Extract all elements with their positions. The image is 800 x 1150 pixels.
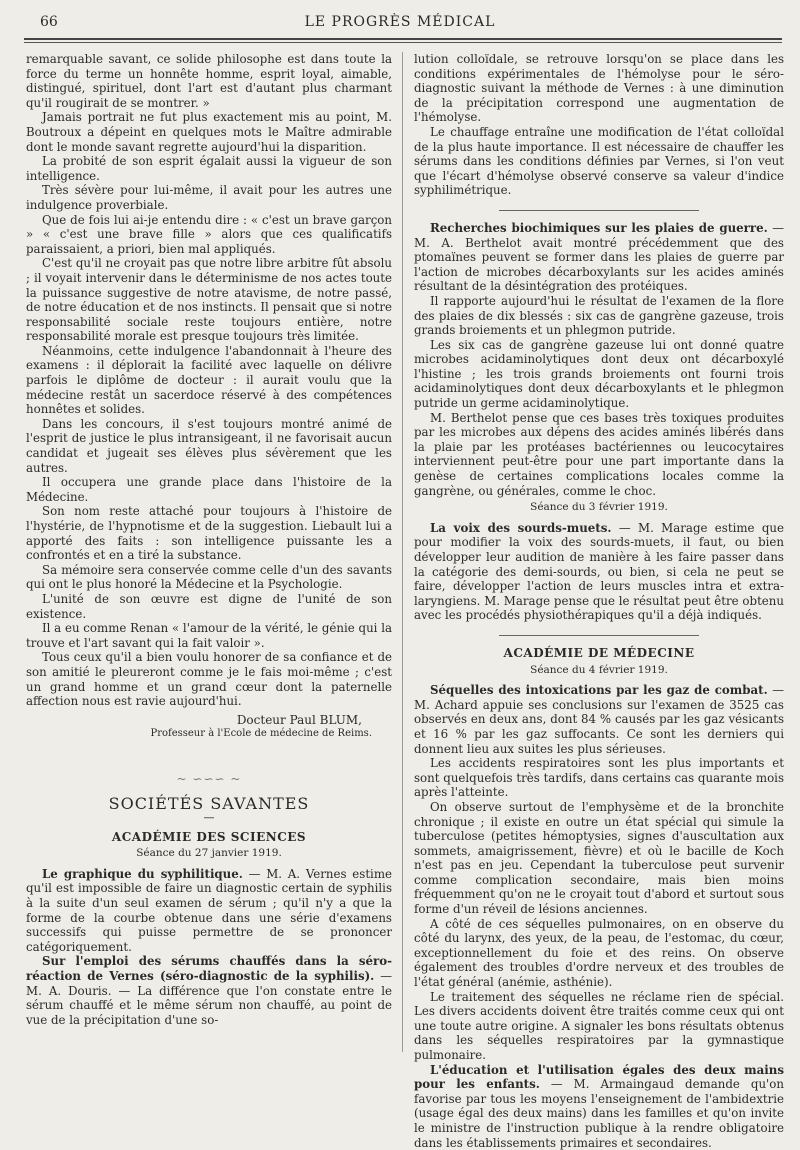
- paragraph: Les accidents respiratoires sont les plus importants et sont quelquefois très tardifs, dans certains cas quarante mois après l'atteinte.: [414, 756, 784, 800]
- session-date: Séance du 4 février 1919.: [530, 663, 668, 676]
- paragraph: M. Berthelot pense que ces bases très toxiques produites par les microbes aux dépens des acides aminés libérés dans la plaie par les protéases bactériennes ou leucocytaires interviennent peut-être pour une part importante dans la genèse de certaines complications locales comme la gangrène, ou générales, comme le choc.: [414, 410, 784, 498]
- section-dash: —: [203, 811, 215, 825]
- paragraph: Que de fois lui ai-je entendu dire : « c'est un brave garçon » « c'est une brave fille » alors que ces qualificatifs paraissaient, a priori, bien mal appliqués.: [26, 212, 392, 256]
- communication-title: L'éducation et l'utilisation égales des deux mains pour les enfants.: [414, 1062, 784, 1092]
- communication-title: La voix des sourds-muets.: [430, 520, 612, 535]
- communication: [26, 867, 392, 955]
- communication-body: — M. A. Berthelot avait montré précédemment que des ptomaïnes peuvent se former dans les plaies de guerre par l'action de microbes décarboxylants sur les acides aminés résultant de la désintégration des protéiques.: [414, 220, 784, 294]
- paragraph: Très sévère pour lui-même, il avait pour les autres une indulgence proverbiale.: [26, 183, 392, 212]
- paragraph: Sa mémoire sera conservée comme celle d'un des savants qui ont le plus honoré la Médecine et la Psychologie.: [26, 562, 392, 592]
- paragraph: Il a eu comme Renan « l'amour de la vérité, le génie qui la trouve et l'art savant qui la fait valoir ».: [26, 621, 392, 650]
- communication: [414, 521, 784, 623]
- paragraph: remarquable savant, ce solide philosophe est dans toute la force du terme un honnête homme, esprit loyal, aimable, distingué, spirituel, dont l'art est d'autant plus charmant qu'il rougirait de se montrer. »: [26, 52, 392, 110]
- paragraph: Les six cas de gangrène gazeuse lui ont donné quatre microbes acidaminolytiques dont deux ont décarboxylé l'histine ; les trois grands broiements ont fourni trois acidaminolytiques dont deux décarboxylants et le phlegmon putride un germe acidaminolytique.: [414, 337, 784, 411]
- communication-body: — M. Achard appuie ses conclusions sur l'examen de 3525 cas observés en deux ans, dont 84 % causés par les gaz vésicants et 16 % par les gaz suffocants. Ce sont les derniers qui donnent lieu aux suites les plus sérieuses.: [414, 683, 784, 756]
- academy-heading: ACADÉMIE DE MÉDECINE: [503, 645, 695, 660]
- section-ornament: ~ ∽∽∽ ~: [176, 771, 242, 786]
- signature-name: Docteur Paul BLUM,: [236, 712, 362, 727]
- page-header: [24, 14, 776, 36]
- paragraph: Dans les concours, il s'est toujours montré animé de l'esprit de justice le plus intransigeant, il ne favorisait aucun candidat et jugeait ses élèves plus sévèrement que les autres.: [26, 416, 392, 475]
- signature-title: Professeur à l'Ecole de médecine de Reims.: [150, 728, 372, 740]
- communication-body: — M. Marage estime que pour modifier la voix des sourds-muets, il faut, ou bien développer leur audition de manière à les faire passer dans la catégorie des demi-sourds, ou bien, si cela ne peut se faire, développer l'action de leurs muscles intra et extra-laryngiens. M. Marage pense que le résultat peut être obtenu avec les procédés physiothérapiques qu'il a déjà indiqués.: [414, 520, 784, 623]
- paragraph: Il occupera une grande place dans l'histoire de la Médecine.: [26, 475, 392, 504]
- page-number: 66: [40, 14, 58, 30]
- paragraph: A côté de ces séquelles pulmonaires, on en observe du côté du larynx, des yeux, de la peau, de l'estomac, du cœur, exceptionnellement du foie et des reins. On observe également des troubles d'ordre nerveux et des troubles de l'état général (anémie, asthénie).: [414, 916, 784, 990]
- paragraph: Jamais portrait ne fut plus exactement mis au point, M. Boutroux a dépeint en quelques mots le Maître admirable dont le monde savant regrette aujourd'hui la disparition.: [26, 110, 392, 154]
- paragraph: lution colloïdale, se retrouve lorsqu'on se place dans les conditions expérimentales de l'hémolyse pour le séro-diagnostic suivant la méthode de Vernes : à une diminution de la précipitation correspond une augmentation de l'hémolyse.: [414, 52, 784, 125]
- paragraph: La probité de son esprit égalait aussi la vigueur de son intelligence.: [26, 154, 392, 183]
- header-rule: [24, 38, 782, 40]
- paragraph: L'unité de son œuvre est digne de l'unité de son existence.: [26, 591, 392, 621]
- communication-body: — M. A. Douris. — La différence que l'on constate entre le sérum chauffé et le même sérum non chauffé, au point de vue de la précipitation d'une so-: [26, 969, 393, 1027]
- paragraph: On observe surtout de l'emphysème et de la bronchite chronique ; il existe en outre un état spécial qui simule la tuberculose (petites hémoptysies, signes d'auscultation aux sommets, amaigrissement, fièvre) et où le bacille de Koch n'est pas en jeu. Cependant la tuberculose peut survenir comme complication secondaire, mais bien moins fréquemment qu'on ne le croyait tout d'abord et surtout sous forme d'un réveil de lésions anciennes.: [414, 799, 784, 917]
- paragraph: Le traitement des séquelles ne réclame rien de spécial. Les divers accidents doivent être traités comme ceux qui ont une toute autre origine. A signaler les bons résultats obtenus dans les séquelles respiratoires par la gymnastique pulmonaire.: [414, 989, 784, 1062]
- session-date: Séance du 3 février 1919.: [530, 501, 668, 514]
- paragraph: Il rapporte aujourd'hui le résultat de l'examen de la flore des plaies de dix blessés : six cas de gangrène gazeuse, trois grands broiements et un phlegmon putride.: [414, 293, 784, 338]
- communication: [26, 954, 392, 1027]
- academy-heading: ACADÉMIE DES SCIENCES: [111, 829, 307, 844]
- header-rule-thin: [24, 42, 782, 43]
- paragraph: Le chauffage entraîne une modification de l'état colloïdal de la plus haute importance. Il est nécessaire de chauffer les sérums dans les conditions définies par Vernes, si l'on veut que l'écart d'hémolyse observé conserve sa valeur d'indice syphilimétrique.: [414, 124, 784, 198]
- session-date: Séance du 27 janvier 1919.: [136, 847, 282, 860]
- paragraph: Tous ceux qu'il a bien voulu honorer de sa confiance et de son amitié le pleureront comme je le fais moi-même ; c'est un grand homme et un grand cœur dont la paternelle affection nous est ravie aujourd'hui.: [26, 650, 392, 709]
- right-column: [414, 52, 784, 1150]
- column-divider: [402, 52, 403, 1052]
- paragraph: C'est qu'il ne croyait pas que notre libre arbitre fût absolu ; il voyait intervenir dans le déterminisme de nos actes toute la puissance suggestive de notre atavisme, de notre passé, de notre éducation et de nos instincts. Il pensait que si notre responsabilité sociale reste toujours entière, notre responsabilité morale est presque toujours très limitée.: [26, 256, 392, 344]
- communication-body: — M. Armaingaud demande qu'on favorise par tous les moyens l'enseignement de l'ambidextrie (usage égal des deux mains) dans les familles et qu'on invite le ministre de l'instruction publique à la rendre obligatoire dans les établissements primaires et secondaires.: [414, 1077, 784, 1150]
- separator-rule: [499, 210, 699, 211]
- communication: [414, 683, 784, 756]
- communication: [414, 221, 784, 294]
- communication-title: Sur l'emploi des sérums chauffés dans la séro-réaction de Vernes (séro-diagnostic de la syphilis).: [26, 954, 392, 984]
- communication-title: Recherches biochimiques sur les plaies de guerre.: [430, 220, 768, 235]
- running-title: LE PROGRÈS MÉDICAL: [304, 14, 496, 30]
- section-title: SOCIÉTÉS SAVANTES: [108, 793, 310, 813]
- communication: [414, 1063, 784, 1150]
- communication-title: Le graphique du syphilitique.: [42, 866, 243, 881]
- communication-title: Séquelles des intoxications par les gaz de combat.: [430, 683, 768, 698]
- paragraph: Néanmoins, cette indulgence l'abandonnait à l'heure des examens : il déplorait la facilité avec laquelle on délivre parfois le diplôme de docteur : il aurait voulu que la médecine restât un sacerdoce réservé à des compétences honnêtes et solides.: [26, 343, 392, 417]
- paragraph: Son nom reste attaché pour toujours à l'histoire de l'hystérie, de l'hypnotisme et de la suggestion. Liebault lui a apporté des faits : son intelligence puissante les a confrontés et en a tiré la substance.: [26, 504, 392, 563]
- communication-body: — M. A. Vernes estime qu'il est impossible de faire un diagnostic certain de syphilis à la suite d'un seul examen de sérum ; qu'il n'y a que la forme de la courbe obtenue dans une série d'examens successifs qui puisse permettre de se prononcer catégoriquement.: [26, 866, 392, 954]
- separator-rule: [499, 635, 699, 636]
- left-column: [26, 52, 392, 1027]
